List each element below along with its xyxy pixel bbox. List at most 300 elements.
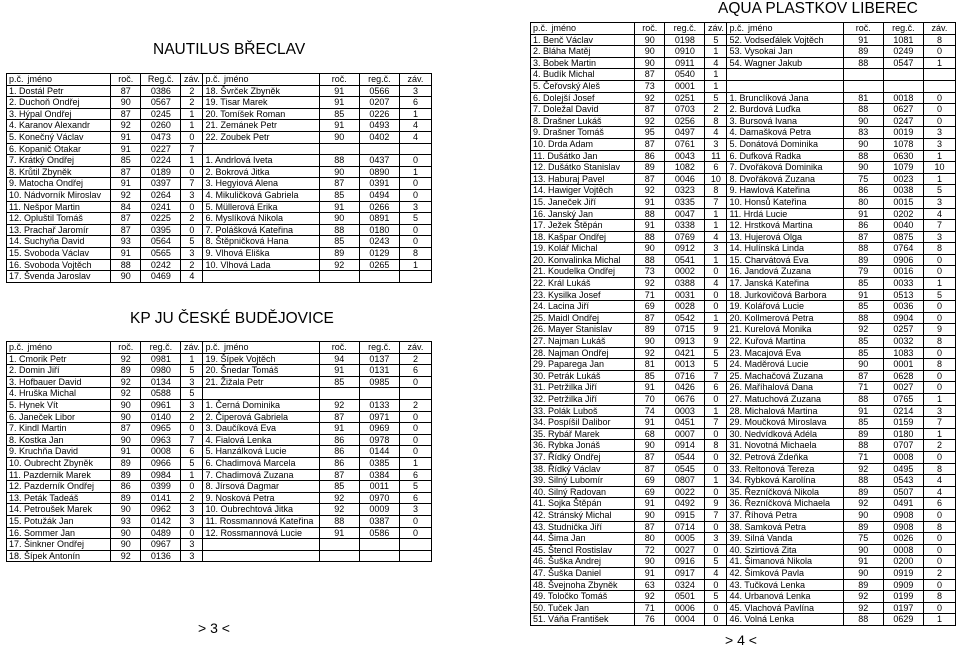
race-count: 1 <box>705 46 727 58</box>
nautilus-title: NAUTILUS BŘECLAV <box>153 41 306 58</box>
athlete-name: 8. Krůtil Zbyněk <box>7 166 111 178</box>
table-row <box>531 196 956 208</box>
table-row <box>7 388 432 400</box>
race-count: 6 <box>705 162 727 174</box>
race-count: 4 <box>705 278 727 290</box>
athlete-name: 12. Pazderník Ondřej <box>7 481 111 493</box>
race-count: 1 <box>399 259 431 271</box>
athlete-name: 2. Domin Jiří <box>7 365 111 377</box>
athlete-name: 19. Kolářová Lucie <box>727 301 843 313</box>
reg-number: 0133 <box>359 399 399 411</box>
race-count: 0 <box>923 579 955 591</box>
birth-year: 86 <box>843 185 883 197</box>
athlete-name: 39. Silná Vanda <box>727 533 843 545</box>
reg-number: 0159 <box>883 417 923 429</box>
birth-year: 87 <box>635 463 665 475</box>
table-row <box>531 417 956 429</box>
athlete-name: 30. Petrák Lukáš <box>531 370 635 382</box>
reg-number: 0001 <box>665 80 705 92</box>
athlete-name: 1. Brunclíková Jana <box>727 92 843 104</box>
race-count: 8 <box>923 359 955 371</box>
race-count: 0 <box>399 376 431 388</box>
athlete-name: 19. Šípek Vojtěch <box>203 353 319 365</box>
birth-year: 91 <box>319 85 359 97</box>
reg-number: 0002 <box>665 266 705 278</box>
reg-number: 0547 <box>883 57 923 69</box>
athlete-name: 9. Vlhová Eliška <box>203 247 319 259</box>
birth-year: 91 <box>843 289 883 301</box>
race-count: 2 <box>923 567 955 579</box>
race-count: 3 <box>181 189 203 201</box>
athlete-name: 47. Šuška Daniel <box>531 567 635 579</box>
birth-year: 79 <box>843 266 883 278</box>
birth-year: 92 <box>635 278 665 290</box>
birth-year: 90 <box>635 34 665 46</box>
reg-number: 0917 <box>665 567 705 579</box>
reg-number: 0338 <box>665 220 705 232</box>
birth-year: 88 <box>635 231 665 243</box>
birth-year: 92 <box>111 376 141 388</box>
reg-number: 0980 <box>141 365 181 377</box>
table-row <box>531 46 956 58</box>
birth-year: 86 <box>319 446 359 458</box>
birth-year: 89 <box>635 324 665 336</box>
athlete-name: 45. Vlachová Pavlína <box>727 602 843 614</box>
reg-number: 0962 <box>141 504 181 516</box>
athlete-name: 48. Švejnoha Zbyněk <box>531 579 635 591</box>
reg-number: 0198 <box>665 34 705 46</box>
race-count: 0 <box>923 509 955 521</box>
race-count: 0 <box>705 301 727 313</box>
birth-year: 87 <box>843 370 883 382</box>
athlete-name: 5. Konečný Václav <box>7 131 111 143</box>
birth-year: 90 <box>843 567 883 579</box>
birth-year: 86 <box>319 434 359 446</box>
race-count: 2 <box>705 104 727 116</box>
race-count: 1 <box>923 428 955 440</box>
athlete-name: 16. Jandová Zuzana <box>727 266 843 278</box>
reg-number: 0008 <box>141 446 181 458</box>
table-row <box>531 185 956 197</box>
athlete-name: 14. Petroušek Marek <box>7 504 111 516</box>
birth-year: 87 <box>111 224 141 236</box>
table-row <box>531 440 956 452</box>
reg-number: 0399 <box>141 481 181 493</box>
birth-year: 87 <box>635 312 665 324</box>
race-count: 0 <box>399 515 431 527</box>
race-count: 1 <box>705 208 727 220</box>
race-count <box>923 80 955 92</box>
race-count: 0 <box>923 115 955 127</box>
reg-number: 0008 <box>883 451 923 463</box>
birth-year: 87 <box>111 108 141 120</box>
athlete-name: 17. Janská Kateřina <box>727 278 843 290</box>
athlete-name: 10. Oubrechtová Jitka <box>203 504 319 516</box>
reg-number: 0913 <box>665 336 705 348</box>
race-count: 9 <box>705 324 727 336</box>
athlete-name: 2. Bláha Matěj <box>531 46 635 58</box>
athlete-name: 16. Janský Jan <box>531 208 635 220</box>
race-count: 0 <box>705 266 727 278</box>
reg-number: 0492 <box>665 498 705 510</box>
birth-year: 88 <box>843 150 883 162</box>
race-count: 8 <box>923 336 955 348</box>
reg-number: 0245 <box>141 108 181 120</box>
birth-year: 88 <box>319 224 359 236</box>
athlete-name: 14. Hawiger Vojtěch <box>531 185 635 197</box>
race-count: 5 <box>923 289 955 301</box>
birth-year: 91 <box>843 405 883 417</box>
race-count: 0 <box>705 579 727 591</box>
race-count: 4 <box>399 131 431 143</box>
birth-year: 86 <box>635 150 665 162</box>
birth-year: 71 <box>635 602 665 614</box>
race-count: 1 <box>923 278 955 290</box>
table-row <box>7 527 432 539</box>
athlete-name <box>203 539 319 551</box>
table-row <box>7 365 432 377</box>
birth-year: 71 <box>635 289 665 301</box>
reg-number: 0047 <box>665 208 705 220</box>
race-count: 0 <box>923 266 955 278</box>
race-count: 5 <box>923 185 955 197</box>
athlete-name: 5. Müllerová Erika <box>203 201 319 213</box>
race-count: 3 <box>181 515 203 527</box>
race-count: 5 <box>181 365 203 377</box>
race-count: 0 <box>399 423 431 435</box>
athlete-name: 43. Tučková Lenka <box>727 579 843 591</box>
race-count: 2 <box>923 440 955 452</box>
birth-year: 95 <box>635 127 665 139</box>
reg-number: 0715 <box>665 324 705 336</box>
reg-number: 0981 <box>141 353 181 365</box>
header-roc: roč. <box>111 342 141 354</box>
birth-year: 91 <box>635 417 665 429</box>
athlete-name: 1. Dostál Petr <box>7 85 111 97</box>
birth-year: 90 <box>635 336 665 348</box>
birth-year: 85 <box>319 189 359 201</box>
race-count: 5 <box>181 457 203 469</box>
table-row <box>531 138 956 150</box>
race-count: 2 <box>181 85 203 97</box>
table-row <box>531 324 956 336</box>
race-count: 0 <box>399 446 431 458</box>
header-jmeno: jméno <box>747 23 773 33</box>
birth-year: 88 <box>319 515 359 527</box>
table-row <box>531 533 956 545</box>
athlete-name: 19. Kolář Michal <box>531 243 635 255</box>
table-row <box>7 85 432 97</box>
birth-year: 89 <box>319 247 359 259</box>
reg-number: 0969 <box>359 423 399 435</box>
race-count: 0 <box>181 131 203 143</box>
reg-number: 0043 <box>665 150 705 162</box>
header-reg: reg.č. <box>359 342 399 354</box>
athlete-name: 25. Maidl Ondřej <box>531 312 635 324</box>
athlete-name: 13. Haburaj Pavel <box>531 173 635 185</box>
reg-number: 0386 <box>141 85 181 97</box>
athlete-name: 4. Damašková Petra <box>727 127 843 139</box>
table-row <box>7 189 432 201</box>
reg-number: 0131 <box>359 365 399 377</box>
table-row <box>531 544 956 556</box>
birth-year: 92 <box>319 492 359 504</box>
reg-number: 0033 <box>883 278 923 290</box>
table-row <box>531 567 956 579</box>
table-row <box>7 469 432 481</box>
kp-title: KP JU ČESKÉ BUDĚJOVICE <box>130 310 334 327</box>
race-count: 1 <box>923 394 955 406</box>
reg-number: 0038 <box>883 185 923 197</box>
table-row <box>7 201 432 213</box>
athlete-name <box>203 550 319 562</box>
athlete-name: 2. Burdová Luďka <box>727 104 843 116</box>
birth-year: 92 <box>843 591 883 603</box>
athlete-name: 34. Pospíšil Dalibor <box>531 417 635 429</box>
reg-number: 0249 <box>883 46 923 58</box>
header-pc: p.č. <box>9 342 24 352</box>
race-count: 1 <box>181 469 203 481</box>
birth-year: 88 <box>319 155 359 167</box>
reg-number: 0006 <box>665 602 705 614</box>
athlete-name: 4. Fialová Lenka <box>203 434 319 446</box>
race-count: 5 <box>181 388 203 400</box>
reg-number: 0451 <box>665 417 705 429</box>
athlete-name <box>727 80 843 92</box>
race-count: 0 <box>923 312 955 324</box>
reg-number: 0260 <box>141 120 181 132</box>
athlete-name: 17. Šinkner Ondřej <box>7 539 111 551</box>
athlete-name: 5. Donátová Dominika <box>727 138 843 150</box>
athlete-name: 14. Hulínská Linda <box>727 243 843 255</box>
header-pc: p.č. <box>729 23 744 33</box>
race-count <box>923 69 955 81</box>
race-count: 2 <box>399 353 431 365</box>
reg-number: 0142 <box>141 515 181 527</box>
reg-number: 0022 <box>665 486 705 498</box>
reg-number: 0911 <box>665 57 705 69</box>
table-row <box>7 457 432 469</box>
race-count: 8 <box>705 440 727 452</box>
reg-number: 0676 <box>665 394 705 406</box>
race-count: 4 <box>399 120 431 132</box>
race-count: 8 <box>923 34 955 46</box>
athlete-name: 42. Šimková Pavla <box>727 567 843 579</box>
birth-year: 90 <box>635 46 665 58</box>
table-row <box>531 498 956 510</box>
race-count: 0 <box>923 254 955 266</box>
race-count: 5 <box>705 347 727 359</box>
race-count: 7 <box>705 370 727 382</box>
reg-number: 0919 <box>883 567 923 579</box>
race-count: 4 <box>705 567 727 579</box>
reg-number: 0545 <box>665 463 705 475</box>
athlete-name: 12. Rossmannová Lucie <box>203 527 319 539</box>
header-zav: záv. <box>181 342 203 354</box>
birth-year: 90 <box>319 131 359 143</box>
reg-number: 0144 <box>359 446 399 458</box>
race-count: 8 <box>705 185 727 197</box>
birth-year: 70 <box>635 394 665 406</box>
reg-number: 0761 <box>665 138 705 150</box>
athlete-name: 21. Kurelová Monika <box>727 324 843 336</box>
athlete-name: 6. Janeček Libor <box>7 411 111 423</box>
birth-year: 89 <box>843 579 883 591</box>
reg-number: 0224 <box>141 155 181 167</box>
table-row <box>7 120 432 132</box>
athlete-name: 44. Šima Jan <box>531 533 635 545</box>
reg-number: 0473 <box>141 131 181 143</box>
race-count: 7 <box>181 178 203 190</box>
birth-year: 90 <box>111 504 141 516</box>
birth-year: 92 <box>635 591 665 603</box>
athlete-name: 49. Toločko Tomáš <box>531 591 635 603</box>
athlete-name: 20. Kollmerová Petra <box>727 312 843 324</box>
race-count: 0 <box>705 602 727 614</box>
race-count: 0 <box>705 428 727 440</box>
birth-year: 91 <box>843 208 883 220</box>
race-count: 0 <box>181 481 203 493</box>
reg-number: 0716 <box>665 370 705 382</box>
race-count: 1 <box>923 150 955 162</box>
table-row <box>7 515 432 527</box>
birth-year: 90 <box>111 539 141 551</box>
reg-number: 0018 <box>883 92 923 104</box>
table-row <box>531 57 956 69</box>
race-count: 0 <box>399 434 431 446</box>
reg-number: 0227 <box>141 143 181 155</box>
athlete-name: 18. Švrček Zbyněk <box>203 85 319 97</box>
birth-year: 85 <box>843 417 883 429</box>
athlete-name: 4. Mikuličková Gabriela <box>203 189 319 201</box>
birth-year: 85 <box>319 236 359 248</box>
header-jmeno: jméno <box>223 74 249 84</box>
header-reg: reg.č. <box>141 342 181 354</box>
athlete-name: 11. Dušátko Jan <box>531 150 635 162</box>
race-count: 3 <box>923 138 955 150</box>
athlete-name: 10. Nádvorník Miroslav <box>7 189 111 201</box>
birth-year: 90 <box>635 556 665 568</box>
athlete-name: 42. Stránský Michal <box>531 509 635 521</box>
birth-year: 69 <box>635 301 665 313</box>
header-reg: Reg.č. <box>141 74 181 86</box>
reg-number: 0494 <box>359 189 399 201</box>
reg-number: 0040 <box>883 220 923 232</box>
athlete-name: 11. Hrdá Lucie <box>727 208 843 220</box>
race-count: 1 <box>923 57 955 69</box>
birth-year: 89 <box>843 46 883 58</box>
athlete-name: 9. Matocha Ondřej <box>7 178 111 190</box>
table-row <box>531 231 956 243</box>
birth-year: 88 <box>843 243 883 255</box>
athlete-name: 7. Doležal David <box>531 104 635 116</box>
reg-number: 0137 <box>359 353 399 365</box>
race-count: 4 <box>923 486 955 498</box>
reg-number: 0026 <box>883 533 923 545</box>
birth-year: 85 <box>319 376 359 388</box>
birth-year: 90 <box>319 166 359 178</box>
race-count: 7 <box>181 434 203 446</box>
race-count: 10 <box>705 173 727 185</box>
race-count: 2 <box>181 411 203 423</box>
reg-number: 0207 <box>359 97 399 109</box>
reg-number: 0003 <box>665 405 705 417</box>
athlete-name: 12. Dušátko Stanislav <box>531 162 635 174</box>
athlete-name: 13. Hujerová Olga <box>727 231 843 243</box>
race-count: 3 <box>399 504 431 516</box>
table-row <box>531 614 956 626</box>
reg-number: 0241 <box>141 201 181 213</box>
race-count: 6 <box>923 498 955 510</box>
race-count: 1 <box>705 405 727 417</box>
header-jmeno: jméno <box>27 74 53 84</box>
race-count: 6 <box>181 446 203 458</box>
race-count: 3 <box>181 399 203 411</box>
header-pc: p.č. <box>205 342 220 352</box>
birth-year: 80 <box>843 196 883 208</box>
athlete-name <box>727 69 843 81</box>
table-row <box>531 266 956 278</box>
birth-year: 91 <box>319 97 359 109</box>
athlete-name: 15. Potužák Jan <box>7 515 111 527</box>
reg-number: 0912 <box>665 243 705 255</box>
header-zav: záv. <box>399 342 431 354</box>
birth-year: 89 <box>111 457 141 469</box>
birth-year: 87 <box>111 213 141 225</box>
birth-year <box>319 271 359 283</box>
athlete-name: 9. Drašner Tomáš <box>531 127 635 139</box>
athlete-name: 5. Hynek Vít <box>7 399 111 411</box>
athlete-name: 5. Hanzálková Lucie <box>203 446 319 458</box>
athlete-name: 32. Petržilka Jiří <box>531 394 635 406</box>
reg-number: 0586 <box>359 527 399 539</box>
athlete-name: 35. Řezníčková Nikola <box>727 486 843 498</box>
reg-number: 0495 <box>883 463 923 475</box>
reg-number: 0769 <box>665 231 705 243</box>
table-row <box>7 550 432 562</box>
birth-year: 89 <box>843 428 883 440</box>
birth-year: 76 <box>635 614 665 626</box>
athlete-name: 6. Dolejší Josef <box>531 92 635 104</box>
reg-number: 0916 <box>665 556 705 568</box>
race-count: 4 <box>181 271 203 283</box>
athlete-name: 15. Svoboda Václav <box>7 247 111 259</box>
header-reg: reg.č. <box>359 74 399 86</box>
reg-number: 0714 <box>665 521 705 533</box>
birth-year: 85 <box>319 481 359 493</box>
table-row <box>7 376 432 388</box>
reg-number: 0469 <box>141 271 181 283</box>
reg-number: 0180 <box>359 224 399 236</box>
header-roc: roč. <box>319 342 359 354</box>
race-count: 3 <box>705 138 727 150</box>
birth-year: 90 <box>635 243 665 255</box>
reg-number: 0387 <box>359 515 399 527</box>
header-name <box>203 342 319 354</box>
athlete-name: 4. Karanov Alexandr <box>7 120 111 132</box>
table-row <box>531 521 956 533</box>
birth-year: 88 <box>843 57 883 69</box>
athlete-name: 31. Petržilka Jiří <box>531 382 635 394</box>
table-row <box>7 481 432 493</box>
birth-year: 91 <box>111 247 141 259</box>
race-count: 6 <box>399 365 431 377</box>
birth-year: 91 <box>319 423 359 435</box>
race-count: 0 <box>181 224 203 236</box>
birth-year: 69 <box>635 486 665 498</box>
table-row <box>531 347 956 359</box>
race-count <box>399 550 431 562</box>
